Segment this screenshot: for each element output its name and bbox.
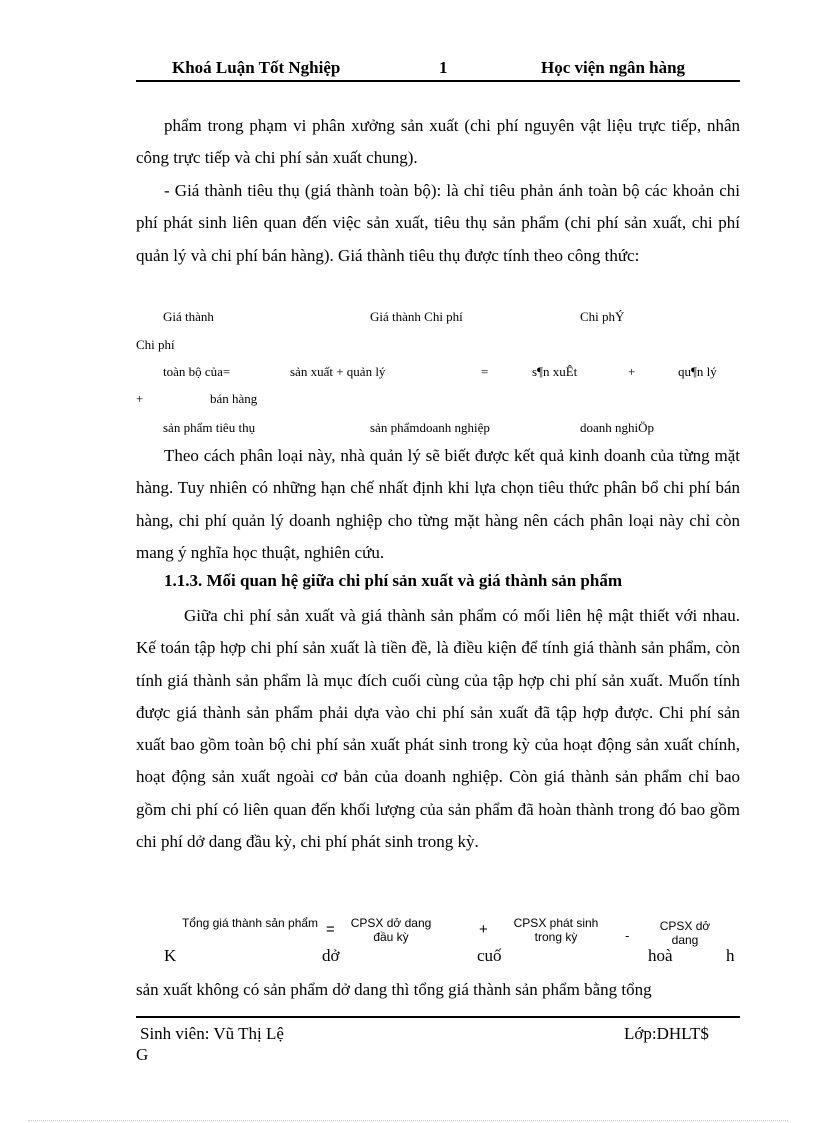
footer-student: Sinh viên: Vũ Thị Lệ	[140, 1024, 284, 1043]
footer-rule	[136, 1016, 740, 1018]
paragraph-1: phẩm trong phạm vi phân xưởng sản xuất (chi phí nguyên vật liệu trực tiếp, nhân công trực tiếp và chi phí sản xuất chung).	[136, 116, 740, 168]
f1-plus: +	[136, 391, 144, 406]
f1-plus: +	[628, 364, 636, 379]
paragraph-3: Theo cách phân loại này, nhà quản lý sẽ biết được kết quả kinh doanh của từng mặt hàng. Tuy nhiên có những hạn chế nhất định khi lựa chọn tiêu thức phân bổ chi phí bán hàng, chi phí quản lý doanh nghiệp cho từng mặt hàng nên cách phân loại này chỉ còn mang ý nghĩa học thuật, nghiên cứu.	[136, 446, 740, 562]
fragment: dở	[322, 946, 340, 965]
f2-minus: -	[625, 928, 630, 943]
f2-closing-wip: CPSX dở dang	[659, 919, 711, 947]
f1-label: s¶n xuÊt	[532, 364, 578, 379]
section-heading: 1.1.3. Mối quan hệ giữa chi phí sản xuất và giá thành sản phẩm	[164, 571, 622, 590]
footer-class: Lớp:DHLT$	[624, 1024, 709, 1043]
f1-label: Chi phí	[136, 337, 175, 352]
page-edge-dots	[28, 1120, 788, 1121]
f1-label: sản phẩmdoanh nghiệp	[370, 420, 490, 435]
f2-incurred: CPSX phát sinh trong kỳ	[513, 916, 599, 944]
header-page-number: 1	[439, 58, 448, 77]
fragment: K	[164, 946, 177, 965]
f1-label: Chi phÝ	[580, 309, 625, 324]
fragment: h	[726, 946, 735, 965]
f2-plus: +	[479, 921, 488, 938]
fragment: cuố	[477, 946, 502, 965]
f1-label: bán hàng	[210, 391, 258, 406]
f2-equals: =	[326, 921, 335, 938]
f2-total: Tổng giá thành sản phẩm	[181, 916, 319, 930]
paragraph-2: - Giá thành tiêu thụ (giá thành toàn bộ): là chỉ tiêu phản ánh toàn bộ các khoản chi phí phát sinh liên quan đến việc sản xuất, tiêu thụ sản phẩm (chi phí sản xuất, chi phí quản lý và chi phí bán hàng). Giá thành tiêu thụ được tính theo công thức:	[136, 181, 740, 265]
f1-label: Giá thành Chi phí	[370, 309, 463, 324]
header-title-left: Khoá Luận Tốt Nghiệp	[172, 58, 341, 77]
f1-label: doanh nghiÖp	[580, 420, 655, 435]
f1-label: sản phẩm tiêu thụ	[163, 420, 256, 435]
last-line: sản xuất không có sản phẩm dở dang thì tổng giá thành sản phẩm bằng tổng	[136, 980, 652, 999]
f1-equals: =	[481, 364, 489, 379]
f1-label: toàn bộ của=	[163, 364, 231, 379]
paragraph-4: Giữa chi phí sản xuất và giá thành sản phẩm có mối liên hệ mật thiết với nhau. Kế toán tập hợp chi phí sản xuất là tiền đề, là điều kiện để tính giá thành sản phẩm, còn tính giá thành sản phẩm là mục đích cuối cùng của tập hợp chi phí sản xuất. Muốn tính được giá thành sản phẩm phải dựa vào chi phí sản xuất đã tập hợp được. Chi phí sản xuất bao gồm toàn bộ chi phí sản xuất phát sinh trong kỳ của hoạt động sản xuất chính, hoạt động sản xuất ngoài cơ bản của doanh nghiệp. Còn giá thành sản phẩm chỉ bao gồm chi phí có liên quan đến khối lượng của sản phẩm đã hoàn thành trong đó bao gồm chi phí dở dang đầu kỳ, chi phí phát sinh trong kỳ.	[136, 606, 740, 852]
header-title-right: Học viện ngân hàng	[541, 58, 686, 77]
f1-label: sản xuất + quản lý	[290, 364, 386, 379]
f1-label: Giá thành	[163, 309, 214, 324]
f2-opening-wip: CPSX dở dang đầu kỳ	[350, 916, 432, 944]
f1-label: qu¶n lý	[678, 364, 717, 379]
header-rule	[136, 80, 740, 82]
footer-student-cont: G	[136, 1045, 149, 1064]
fragment: hoà	[648, 946, 673, 965]
